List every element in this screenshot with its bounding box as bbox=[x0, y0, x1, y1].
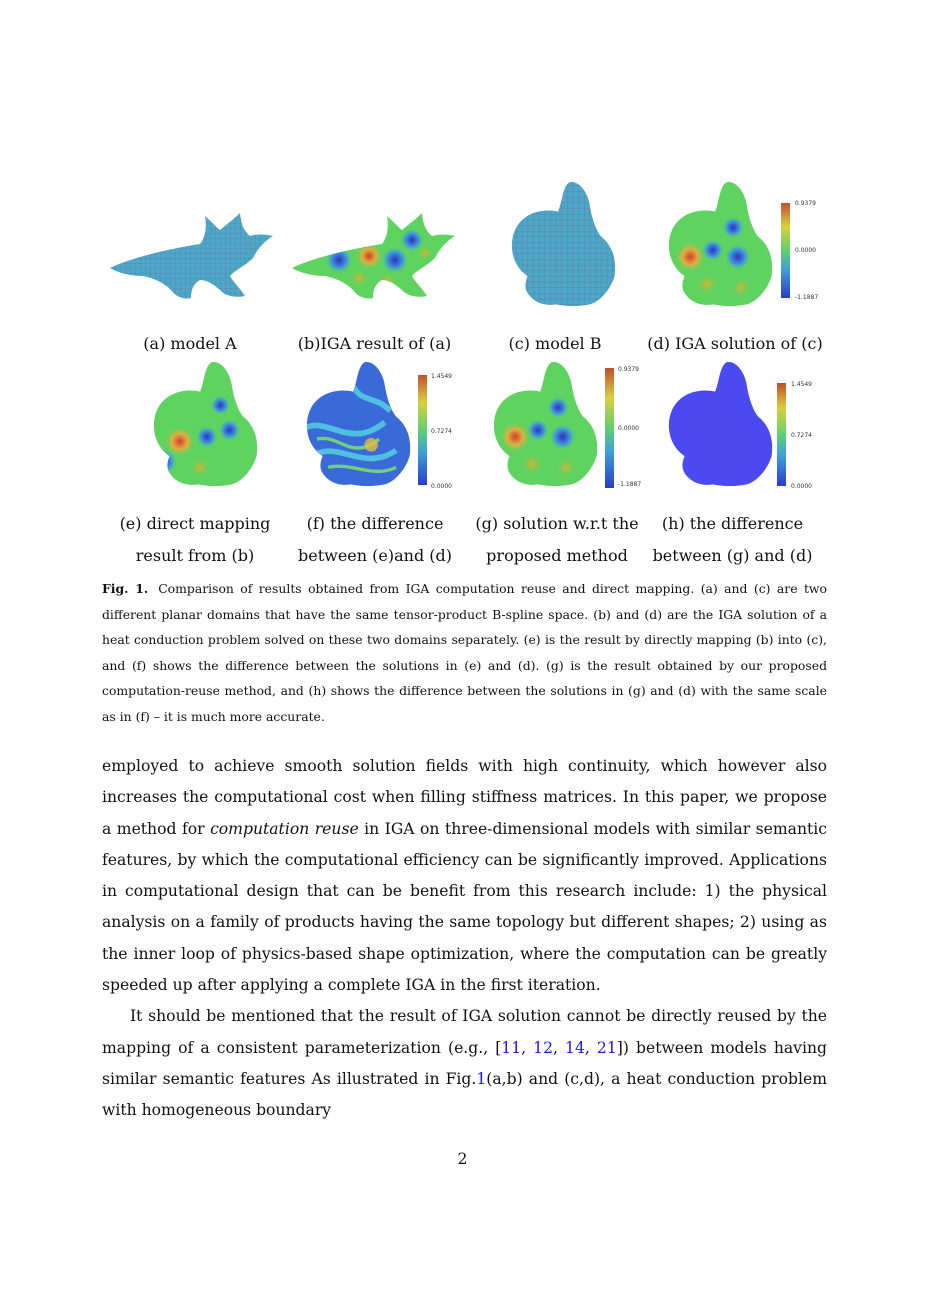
model-a-mesh-image bbox=[105, 198, 275, 308]
figure-panel-d bbox=[645, 175, 775, 315]
page-number: 2 bbox=[457, 1150, 468, 1168]
figure-caption bbox=[102, 576, 827, 729]
figure-panel-c bbox=[488, 175, 618, 315]
colorbar-h bbox=[777, 383, 786, 486]
figure-panel-g bbox=[470, 355, 600, 495]
iga-result-a-image bbox=[287, 198, 457, 308]
caption-h-line2: between (g) and (d) bbox=[652, 546, 813, 565]
body-text bbox=[102, 751, 827, 1127]
figure-caption-text: Comparison of results obtained from IGA computation reuse and direct mapping. (a) and (c) are two different planar domains that have the same tensor-product B-spline space. (b) and (d) are the IGA solution of a heat conduction problem solved on these two domains separately. (e) is the result by directly mapping (b) into (c), and (f) shows the difference between the solutions in (e) and (d). (g) is the result obtained by our proposed computation-reuse method, and (h) shows the difference between the solutions in (g) and (d) with the same scale as in (f) – it is much more accurate. bbox=[102, 581, 827, 724]
colorbar-h-min: 0.0000 bbox=[791, 483, 812, 490]
figure-panel-a bbox=[105, 198, 275, 308]
paragraph-1: employed to achieve smooth solution fields with high continuity, which however also increases the computational cost when filling stiffness matrices. In this paper, we propose a method for computation reuse in IGA on three-dimensional models with similar semantic features, by which the computational efficiency can be significantly improved. Applications in computational design that can be benefit from this research include: 1) the physical analysis on a family of products having the same topology but different shapes; 2) using as the inner loop of physics-based shape optimization, where the computation can be greatly speeded up after applying a complete IGA in the first iteration. bbox=[102, 757, 827, 995]
figure-reference-link[interactable]: 1 bbox=[476, 1069, 487, 1088]
emphasis-computation-reuse: computation reuse bbox=[210, 819, 359, 838]
colorbar-d-mid: 0.0000 bbox=[795, 247, 816, 254]
colorbar-g bbox=[605, 368, 614, 488]
figure-panel-b bbox=[287, 198, 457, 308]
colorbar-h-max: 1.4549 bbox=[791, 381, 812, 388]
colorbar-f-mid: 0.7274 bbox=[431, 428, 452, 435]
citation-link[interactable]: 21 bbox=[596, 1038, 617, 1057]
figure-panel-e bbox=[130, 355, 260, 495]
caption-e-line1: (e) direct mapping bbox=[119, 514, 271, 533]
colorbar-d-min: -1.1887 bbox=[795, 294, 819, 301]
model-b-mesh-image bbox=[488, 175, 618, 315]
caption-g-line1: (g) solution w.r.t the bbox=[475, 514, 639, 533]
figure-panel-f bbox=[283, 355, 413, 495]
caption-a: (a) model A bbox=[143, 334, 237, 353]
colorbar-h-mid: 0.7274 bbox=[791, 432, 812, 439]
caption-g-line2: proposed method bbox=[486, 546, 628, 565]
colorbar-f-min: 0.0000 bbox=[431, 483, 452, 490]
direct-mapping-image bbox=[130, 355, 260, 495]
iga-solution-c-image bbox=[645, 175, 775, 315]
figure-label: Fig. 1. bbox=[102, 581, 149, 596]
caption-c: (c) model B bbox=[508, 334, 602, 353]
colorbar-g-min: -1.1887 bbox=[618, 481, 642, 488]
caption-e-line2: result from (b) bbox=[135, 546, 255, 565]
caption-b: (b)IGA result of (a) bbox=[297, 334, 452, 353]
colorbar-g-mid: 0.0000 bbox=[618, 425, 639, 432]
colorbar-f bbox=[418, 375, 427, 485]
difference-g-d-image bbox=[645, 355, 775, 495]
colorbar-d-max: 0.9379 bbox=[795, 200, 816, 207]
caption-h-line1: (h) the difference bbox=[661, 514, 804, 533]
figure-panel-h bbox=[645, 355, 775, 495]
caption-f-line2: between (e)and (d) bbox=[297, 546, 452, 565]
colorbar-d bbox=[781, 203, 790, 298]
colorbar-g-max: 0.9379 bbox=[618, 366, 639, 373]
citation-link[interactable]: 11 bbox=[501, 1038, 522, 1057]
citation-link[interactable]: 14 bbox=[565, 1038, 585, 1057]
caption-f-line1: (f) the difference bbox=[306, 514, 444, 533]
paragraph-2: It should be mentioned that the result of IGA solution cannot be directly reused by the mapping of a consistent parameterization (e.g., [11, 12, 14, 21]) between models having similar semantic features As illustrated in Fig.1(a,b) and (c,d), a heat conduction problem with homogeneous boundary bbox=[102, 1007, 827, 1120]
colorbar-f-max: 1.4549 bbox=[431, 373, 452, 380]
proposed-solution-image bbox=[470, 355, 600, 495]
caption-d: (d) IGA solution of (c) bbox=[647, 334, 823, 353]
citation-link[interactable]: 12 bbox=[533, 1038, 554, 1057]
difference-e-d-image bbox=[283, 355, 413, 495]
